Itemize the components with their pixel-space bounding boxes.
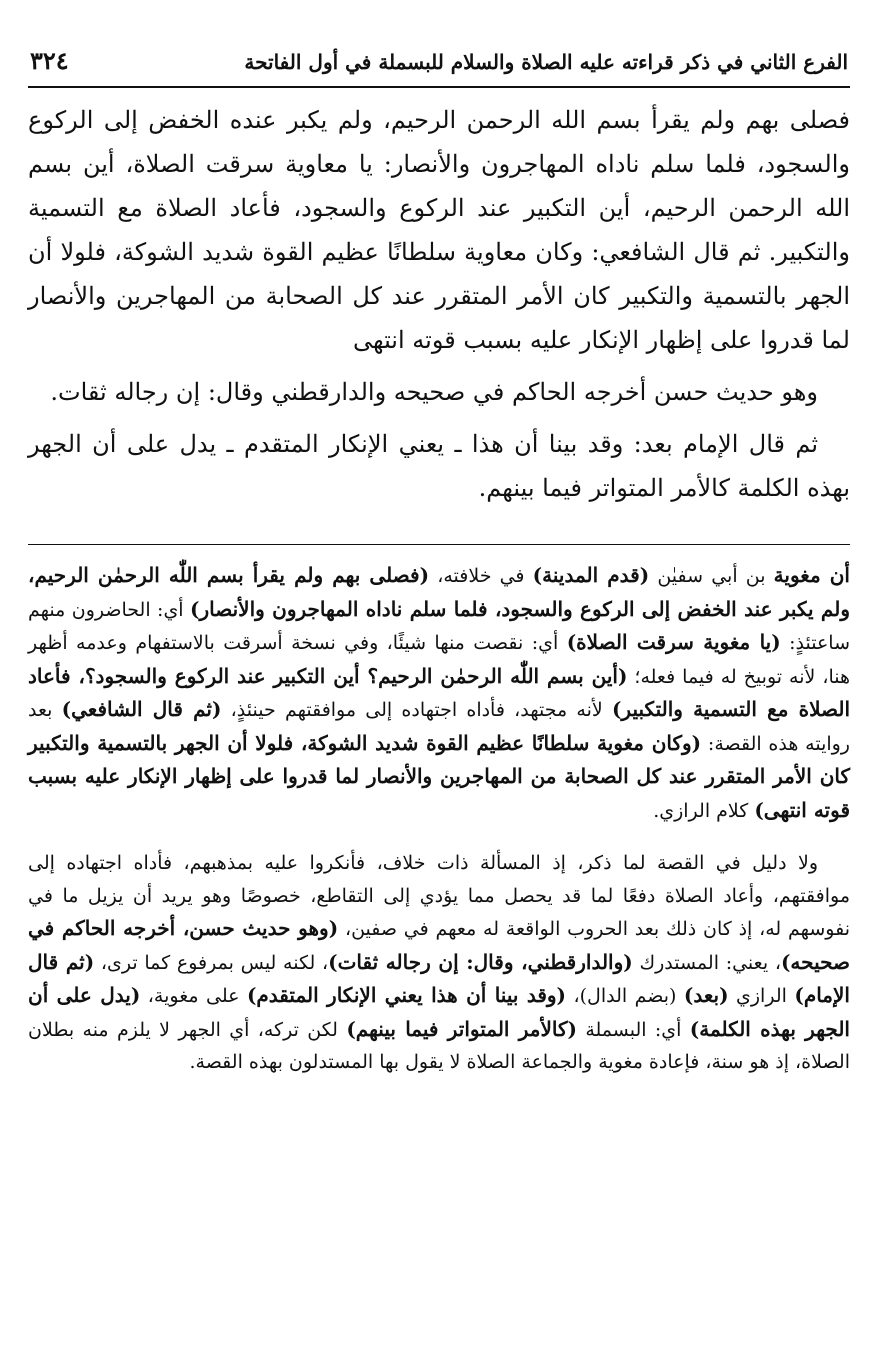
running-head xyxy=(28,40,850,82)
header-rule xyxy=(28,86,850,88)
commentary-text: ، يعني: المستدرك xyxy=(632,951,781,974)
main-paragraph: ثم قال الإمام بعد: وقد بينا أن هذا ـ يعني الإنكار المتقدم ـ يدل على أن الجهر بهذه الكلمة كالأمر المتواتر فيما بينهم. xyxy=(28,430,850,502)
commentary-text: على مغوية، xyxy=(140,985,247,1007)
quoted-matn: (ثم قال الإمام) xyxy=(28,949,850,1007)
quoted-matn: (بعد) xyxy=(683,983,729,1007)
quoted-matn: (فصلى بهم ولم يقرأ بسم اللّٰه الرحمٰن الرحيم، ولم يكبر عند الخفض إلى الركوع والسجود، فلما سلم ناداه المهاجرون والأنصار) xyxy=(28,563,850,621)
quoted-matn: (يا مغوية سرقت الصلاة) xyxy=(566,630,781,654)
quoted-matn: أن مغوية xyxy=(773,563,850,587)
main-paragraph: وهو حديث حسن أخرجه الحاكم في صحيحه والدارقطني وقال: إن رجاله ثقات. xyxy=(50,378,818,406)
commentary-text: ولا دليل في القصة لما ذكر، إذ المسألة ذات خلاف، فأنكروا عليه بمذهبهم، فأداه اجتهاده إلى موافقتهم، وأعاد الصلاة دفعًا لما قد يحصل مما يؤدي إلى التقاطع، خصوصًا وهو يريد أن يزيل ما في نفوسهم له، إذ كان ذلك بعد الحروب الواقعة له معهم في صفين، xyxy=(28,852,850,940)
header-title: الفرع الثاني في ذكر قراءته عليه الصلاة والسلام للبسملة في أول الفاتحة xyxy=(244,50,848,74)
commentary-text: أي: البسملة xyxy=(576,1018,690,1041)
quoted-matn: (كالأمر المتواتر فيما بينهم) xyxy=(346,1016,577,1041)
commentary-paragraph xyxy=(28,559,850,827)
quoted-matn: (قدم المدينة) xyxy=(532,563,650,587)
commentary-text: بعد روايته هذه القصة: xyxy=(28,699,850,755)
commentary xyxy=(28,559,850,1079)
commentary-text: أي: نقصت منها شيئًا، وفي نسخة أسرقت بالاستفهام وعدمه أظهر هنا، لأنه توبيخ له فيما فعله؛ xyxy=(28,632,850,688)
commentary-text: في خلافته، xyxy=(429,565,533,587)
quoted-matn: (ثم قال الشافعي) xyxy=(61,697,222,721)
book-page xyxy=(28,40,850,1079)
commentary-text: أي: الحاضرون منهم ساعتئذٍ: xyxy=(28,598,850,654)
commentary-text: بن أبي سفيٰن xyxy=(649,565,774,587)
quoted-matn: (وهو حديث حسن، أخرجه الحاكم في صحيحه) xyxy=(28,916,850,974)
commentary-text: ، لكنه ليس بمرفوع كما ترى، xyxy=(94,951,329,974)
main-paragraph: فصلى بهم ولم يقرأ بسم الله الرحمن الرحيم، ولم يكبر عنده الخفض إلى الركوع والسجود، فلما سلم ناداه المهاجرون والأنصار: يا معاوية سرقت الصلاة، أين بسم الله الرحمن الرحيم، أين التكبير عند الركوع والسجود، فأعاد الصلاة مع التسمية والتكبير. ثم قال الشافعي: وكان معاوية سلطانًا عظيم القوة شديد الشوكة، فلولا أن الجهر بالتسمية والتكبير كان الأمر المتقرر عند كل الصحابة من المهاجرين والأنصار لما قدروا على إظهار الإنكار عليه بسبب قوته انتهى xyxy=(28,106,850,354)
commentary-text: الرازي xyxy=(728,985,795,1007)
quoted-matn: (والدارقطني، وقال: إن رجاله ثقات) xyxy=(328,949,633,974)
quoted-matn: (وكان مغوية سلطانًا عظيم القوة شديد الشوكة، فلولا أن الجهر بالتسمية والتكبير كان الأمر المتقرر عند كل الصحابة من المهاجرين والأنصار لما قدروا على إظهار الإنكار عليه بسبب قوته انتهى) xyxy=(28,730,850,822)
commentary-rule xyxy=(28,544,850,545)
page-number: ٣٢٤ xyxy=(30,46,69,75)
commentary-text: لأنه مجتهد، فأداه اجتهاده إلى موافقتهم حينئذٍ، xyxy=(221,699,612,721)
quoted-matn: (أين بسم اللّٰه الرحمٰن الرحيم؟ أين التكبير عند الركوع والسجود؟، فأعاد الصلاة مع التسمية والتكبير) xyxy=(28,663,850,721)
commentary-paragraph xyxy=(28,847,850,1079)
commentary-text: كلام الرازي. xyxy=(653,799,755,822)
quoted-matn: (وقد بينا أن هذا يعني الإنكار المتقدم) xyxy=(246,983,567,1007)
commentary-text: (بضم الدال)، xyxy=(566,985,684,1007)
quoted-matn: (يدل على أن الجهر بهذه الكلمة) xyxy=(28,983,850,1041)
main-text xyxy=(28,98,850,510)
commentary-text: لكن تركه، أي الجهر لا يلزم منه بطلان الصلاة، إذ هو سنة، فإعادة مغوية والجماعة الصلاة لا يقول بها المستدلون بهذه القصة. xyxy=(28,1018,850,1073)
